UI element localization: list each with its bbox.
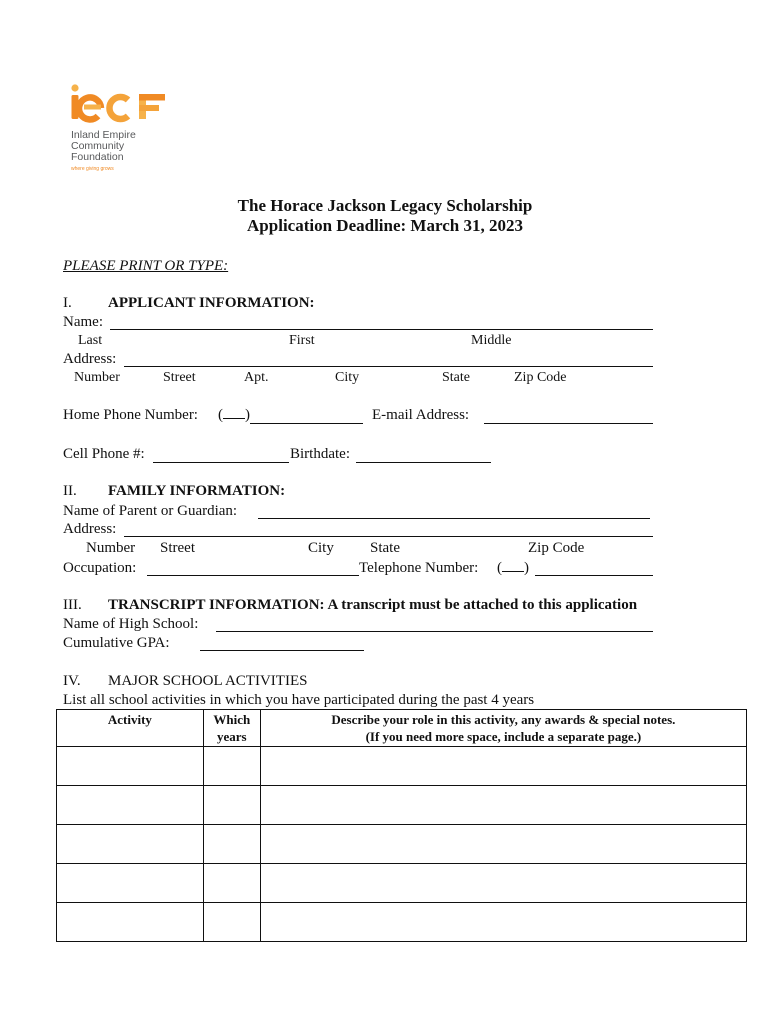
activity-column-header [57,710,204,747]
activity-cell[interactable] [57,825,204,864]
name-part-first: First [289,333,315,348]
parent-address-part-city: City [308,540,334,556]
form-title: The Horace Jackson Legacy Scholarship [237,196,533,215]
home-phone-area-code[interactable]: ( ) [218,407,250,423]
iecf-logo [71,84,181,176]
email-field[interactable] [484,423,653,424]
activity-cell[interactable] [57,786,204,825]
section-1-number: I. [63,295,72,311]
address-part-apt: Apt. [244,370,269,385]
activities-table [56,709,747,942]
years-cell[interactable] [203,864,260,903]
description-cell[interactable] [260,903,746,942]
parent-address-field[interactable] [124,536,653,537]
logo-tagline: where giving grows [71,166,114,172]
telephone-area-code[interactable]: ( ) [497,560,529,576]
section-1-title: APPLICANT INFORMATION: [108,295,315,311]
name-part-middle: Middle [471,333,512,348]
activities-intro: List all school activities in which you have participated during the past 4 years [63,692,535,708]
address-part-city: City [335,370,360,385]
telephone-label: Telephone Number: [359,560,479,576]
section-2-title: FAMILY INFORMATION: [108,483,286,499]
address-part-state: State [442,370,470,385]
home-phone-label: Home Phone Number: [63,407,198,423]
high-school-field[interactable] [216,631,653,632]
activity-column-label: Activity [107,712,152,727]
occupation-label: Occupation: [63,560,137,576]
iecf-logo-mark [71,84,171,128]
description-cell[interactable] [260,864,746,903]
address-part-street: Street [163,370,196,385]
section-4-number: IV. [63,673,81,689]
years-cell[interactable] [203,786,260,825]
parent-address-part-state: State [370,540,400,556]
activity-cell[interactable] [57,864,204,903]
parent-name-field[interactable] [258,518,650,519]
years-column-header [203,710,260,747]
address-label: Address: [63,351,117,367]
table-row [57,786,747,825]
logo-text-line-1: Inland Empire [71,129,136,141]
years-column-label-line2: years [216,729,247,744]
description-column-label-line1: Describe your role in this activity, any awards & special notes. [331,712,676,727]
section-3-title: TRANSCRIPT INFORMATION: A transcript must be attached to this application [108,597,638,613]
gpa-label: Cumulative GPA: [63,635,170,651]
years-column-label-line1: Which [213,712,251,727]
cell-phone-field[interactable] [153,462,289,463]
activity-cell[interactable] [57,903,204,942]
address-field[interactable] [124,366,653,367]
address-part-zip: Zip Code [514,370,567,385]
occupation-field[interactable] [147,575,359,576]
description-cell[interactable] [260,747,746,786]
section-3-number: III. [63,597,82,613]
table-row [57,825,747,864]
cell-phone-label: Cell Phone #: [63,446,145,462]
description-cell[interactable] [260,786,746,825]
name-field[interactable] [110,329,653,330]
section-4-title: MAJOR SCHOOL ACTIVITIES [108,673,308,689]
birthdate-label: Birthdate: [290,446,350,462]
email-label: E-mail Address: [372,407,470,423]
parent-address-part-number: Number [86,540,136,556]
parent-address-part-street: Street [160,540,195,556]
birthdate-field[interactable] [356,462,491,463]
parent-address-part-zip: Zip Code [528,540,585,556]
name-label: Name: [63,314,103,330]
home-phone-field[interactable] [250,423,363,424]
years-cell[interactable] [203,825,260,864]
activity-cell[interactable] [57,747,204,786]
years-cell[interactable] [203,747,260,786]
name-part-last: Last [78,333,103,348]
description-column-header [260,710,746,747]
parent-address-label: Address: [63,521,117,537]
activities-header-row [57,710,747,747]
gpa-field[interactable] [200,650,364,651]
table-row [57,903,747,942]
section-2-number: II. [63,483,77,499]
logo-text-line-2: Community [71,140,125,152]
description-column-label-line2: (If you need more space, include a separate page.) [365,729,642,744]
description-cell[interactable] [260,825,746,864]
table-row [57,864,747,903]
years-cell[interactable] [203,903,260,942]
parent-name-label: Name of Parent or Guardian: [63,503,238,519]
table-row [57,747,747,786]
logo-text-line-3: Foundation [71,151,124,163]
high-school-label: Name of High School: [63,616,199,632]
address-part-number: Number [74,370,120,385]
telephone-field[interactable] [535,575,653,576]
print-instruction: PLEASE PRINT OR TYPE: [63,258,229,274]
application-deadline: Application Deadline: March 31, 2023 [247,216,523,235]
